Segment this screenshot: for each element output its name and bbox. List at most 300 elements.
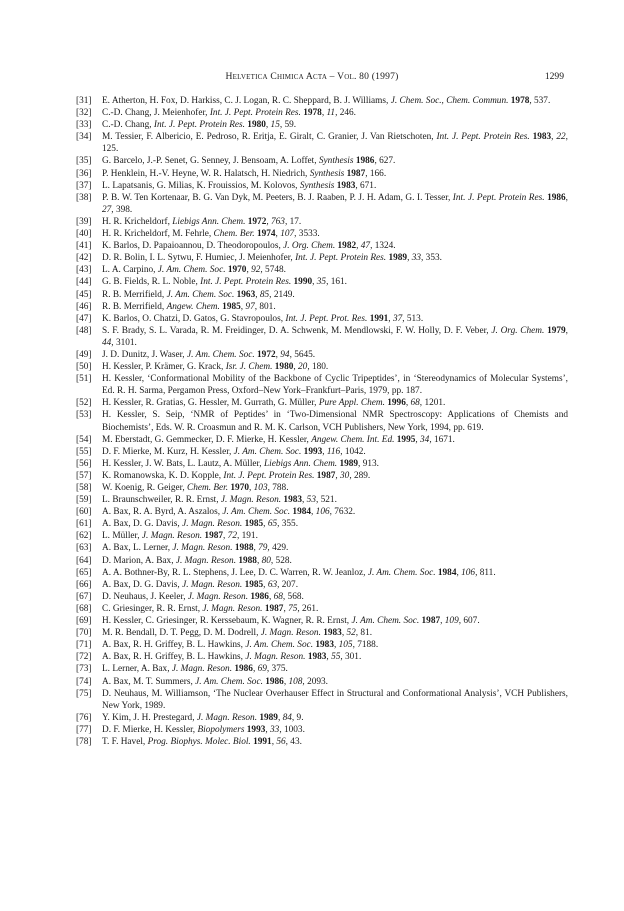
reference-item: [62] L. Müller, J. Magn. Reson. 1987, 72, 191. — [76, 531, 258, 542]
reference-pages: , 355. — [277, 519, 299, 530]
reference-number: [71] — [76, 640, 92, 651]
reference-journal: J. Am. Chem. Soc. — [351, 616, 420, 627]
reference-journal: J. Magn. Reson. — [172, 543, 233, 554]
reference-item — [76, 458, 568, 470]
reference-number: [74] — [76, 676, 92, 687]
reference-text: H. Kessler, C. Griesinger, R. Kerssebaum, K. Wagner, R. R. Ernst, — [102, 616, 352, 627]
reference-number: [36] — [76, 168, 92, 179]
reference-number: [46] — [76, 301, 92, 312]
reference-item: [57] K. Romanowska, K. D. Kopple, Int. J. Pept. Protein Res. 1987, 30, 289. — [76, 470, 371, 481]
reference-journal: J. Magn. Reson. — [220, 495, 282, 506]
reference-pages: , 1671. — [429, 434, 455, 445]
reference-text: K. Romanowska, K. D. Kopple, — [102, 470, 224, 481]
reference-pages: , 5645. — [289, 349, 316, 360]
reference-year: 1963 — [236, 289, 256, 300]
reference-pages: , 607. — [458, 616, 480, 627]
reference-text: R. B. Merrifield, — [102, 289, 167, 300]
reference-text: W. Koenig, R. Geiger, — [102, 483, 188, 493]
journal-title: Helvetica Chimica Acta – Vol. 80 (1997) — [225, 71, 399, 82]
reference-pages: , 627. — [374, 156, 396, 167]
reference-journal: Synthesis — [318, 156, 354, 167]
reference-volume: 56 — [276, 736, 286, 747]
reference-journal: J. Am. Chem. Soc. — [367, 567, 436, 578]
reference-text: A. Bax, R. H. Griffey, B. L. Hawkins, — [102, 652, 246, 663]
reference-pages: , 513. — [402, 313, 424, 324]
reference-item: [71] A. Bax, R. H. Griffey, B. L. Hawkins, J. Am. Chem. Soc. 1983, 105, 7188. — [76, 640, 379, 651]
reference-year: 1986 — [265, 676, 284, 687]
reference-volume: 107 — [280, 229, 295, 240]
reference-text: A. Bax, R. H. Griffey, B. L. Hawkins, — [102, 640, 246, 651]
reference-pages: , 811. — [475, 567, 496, 578]
reference-volume: 109 — [444, 616, 459, 627]
reference-year: 1988 — [238, 555, 257, 566]
reference-item: [49] J. D. Dunitz, J. Waser, J. Am. Chem. Soc. 1972, 94, 5645. — [76, 349, 316, 360]
reference-pages: , 398. — [111, 204, 133, 215]
reference-journal: J. Magn. Reson. — [202, 603, 263, 614]
reference-volume: 68 — [410, 398, 420, 409]
reference-pages: , 671. — [355, 180, 377, 191]
reference-number: [61] — [76, 519, 92, 530]
reference-item: [43] L. A. Carpino, J. Am. Chem. Soc. 1970, 92, 5748. — [76, 265, 286, 276]
reference-text: A. A. Bothner-By, R. L. Stephens, J. Lee, D. C. Warren, R. W. Jeanloz, — [102, 567, 368, 578]
reference-journal: J. Magn. Reson. — [182, 579, 243, 590]
reference-item: [59] L. Braunschweiler, R. R. Ernst, J. Magn. Reson. 1983, 53, 521. — [76, 495, 337, 506]
reference-number: [47] — [76, 313, 92, 324]
reference-journal: J. Am. Chem. Soc. — [166, 289, 235, 300]
reference-item: [52] H. Kessler, R. Gratias, G. Hessler, M. Gurrath, G. Müller, Pure Appl. Chem. 1996, 68, 1201. — [76, 398, 446, 409]
reference-pages: , 81. — [355, 628, 373, 639]
reference-text: K. Barlos, O. Chatzi, D. Gatos, G. Stavropoulos, — [102, 313, 286, 324]
page-number: 1299 — [544, 71, 564, 82]
reference-volume: 15 — [270, 120, 280, 131]
reference-pages: , 3101. — [111, 337, 137, 348]
reference-year: 1986 — [547, 192, 566, 203]
reference-text: E. Atherton, H. Fox, D. Harkiss, C. J. Logan, R. C. Sheppard, B. J. Williams, — [102, 96, 391, 106]
reference-number: [76] — [76, 712, 92, 723]
reference-text: K. Barlos, D. Papaioannou, D. Theodoropoulos, — [102, 241, 284, 252]
reference-pages: , 180. — [307, 362, 329, 373]
reference-text: A. Bax, M. T. Summers, — [102, 676, 196, 687]
reference-journal: Angew. Chem. Int. Ed. — [311, 434, 395, 445]
reference-year: 1995 — [396, 434, 416, 445]
reference-text: G. Barcelo, J.-P. Senet, G. Senney, J. Bensoam, A. Loffet, — [102, 156, 319, 167]
reference-number: [53] — [76, 410, 92, 421]
reference-number: [65] — [76, 567, 92, 578]
reference-item: [34] M. Tessier, F. Albericio, E. Pedroso, R. Eritja, E. Giralt, C. Granier, J. Van Rietschoten, Int. J. Pept. Protein Res. 1983, 22, 125. — [76, 132, 568, 155]
reference-journal: Pure Appl. Chem. — [318, 398, 385, 409]
reference-number: [62] — [76, 531, 92, 542]
reference-volume: 55 — [331, 652, 341, 663]
reference-volume: 763 — [271, 216, 285, 227]
reference-pages: , 788. — [267, 483, 289, 493]
reference-text: D. F. Mierke, H. Kessler, — [102, 724, 198, 735]
reference-journal: J. Magn. Reson. — [182, 519, 243, 530]
reference-year: 1987 — [204, 531, 224, 542]
reference-text: M. Eberstadt, G. Gemmecker, D. F. Mierke, H. Kessler, — [102, 434, 312, 445]
reference-volume: 80 — [261, 555, 271, 566]
reference-journal: Chem. Ber. — [187, 483, 229, 493]
reference-volume: 106 — [315, 507, 330, 518]
reference-volume: 92 — [251, 265, 261, 276]
reference-journal: J. Chem. Soc., Chem. Commun. — [390, 96, 509, 106]
reference-number: [67] — [76, 591, 92, 602]
reference-pages: , 5748. — [260, 265, 286, 276]
reference-journal: Int. J. Pept. Protein Res. — [223, 470, 315, 481]
reference-year: 1984 — [292, 507, 312, 518]
reference-item: [39] H. R. Kricheldorf, Liebigs Ann. Chem. 1972, 763, 17. — [76, 216, 302, 227]
reference-year: 1979 — [547, 325, 566, 336]
reference-journal: J. Am. Chem. Soc. — [222, 507, 291, 518]
reference-pages: , 261. — [297, 603, 319, 614]
reference-text: H. R. Kricheldorf, — [102, 216, 173, 227]
reference-text: G. B. Fields, R. L. Noble, — [102, 277, 201, 288]
reference-pages: , 353. — [421, 253, 442, 264]
reference-volume: 84 — [282, 712, 292, 723]
reference-pages: , 375. — [266, 664, 288, 675]
reference-year: 1983 — [532, 132, 552, 143]
reference-pages: , 1003. — [279, 724, 305, 735]
reference-journal: Liebigs Ann. Chem. — [263, 458, 338, 469]
reference-year: 1983 — [307, 652, 327, 663]
reference-pages: , 1324. — [370, 241, 396, 252]
reference-number: [58] — [76, 483, 92, 493]
reference-pages: , 166. — [365, 168, 387, 179]
reference-year: 1988 — [234, 543, 254, 554]
reference-journal: Int. J. Pept. Protein Res. — [153, 120, 245, 131]
reference-item — [76, 155, 568, 167]
reference-journal: Biopolymers — [197, 724, 245, 735]
reference-volume: 27 — [102, 204, 112, 215]
reference-year: 1983 — [315, 640, 334, 651]
reference-item: [33] C.-D. Chang, Int. J. Pept. Protein Res. 1980, 15, 59. — [76, 120, 297, 131]
reference-journal: J. Am. Chem. Soc. — [245, 640, 314, 651]
reference-pages: , 191. — [236, 531, 258, 542]
reference-item: [47] K. Barlos, O. Chatzi, D. Gatos, G. Stavropoulos, Int. J. Pept. Prot. Res. 1991, 37, 513. — [76, 313, 424, 324]
reference-year: 1987 — [421, 616, 441, 627]
reference-year: 1983 — [336, 180, 356, 191]
reference-journal: Int. J. Pept. Protein Res. — [295, 253, 387, 264]
reference-year: 1985 — [244, 519, 264, 530]
reference-item — [76, 168, 568, 180]
reference-pages: , 528. — [270, 555, 292, 566]
reference-volume: 69 — [257, 664, 267, 675]
reference-year: 1980 — [247, 120, 266, 131]
reference-journal: J. Magn. Reson. — [196, 712, 258, 723]
reference-journal: Isr. J. Chem. — [225, 362, 273, 373]
reference-pages: , 3533. — [294, 229, 320, 240]
reference-volume: 47 — [360, 241, 371, 252]
reference-year: 1970 — [227, 265, 247, 276]
reference-number: [68] — [76, 603, 92, 614]
reference-number: [60] — [76, 507, 92, 518]
reference-journal: Angew. Chem. — [166, 301, 220, 312]
reference-pages: , 301. — [340, 652, 362, 663]
reference-item: [48] S. F. Brady, S. L. Varada, R. M. Freidinger, D. A. Schwenk, M. Mendlowski, F. W. Holly, D. F. Veber, J. Org. Chem. 1979, 44, 3101. — [76, 325, 568, 348]
reference-item — [76, 688, 568, 712]
reference-text: L. A. Carpino, — [102, 265, 158, 276]
reference-pages: , 161. — [326, 277, 347, 288]
reference-journal: J. Magn. Reson. — [141, 531, 203, 542]
reference-year: 1989 — [259, 712, 278, 723]
reference-item: [50] H. Kessler, P. Krämer, G. Krack, Isr. J. Chem. 1980, 20, 180. — [76, 362, 329, 373]
reference-pages: , 7632. — [329, 507, 356, 518]
reference-volume: 97 — [245, 301, 255, 312]
reference-journal: J. Magn. Reson. — [187, 591, 249, 602]
reference-item — [76, 373, 568, 397]
reference-journal: Chem. Ber. — [213, 229, 255, 240]
reference-year: 1987 — [264, 603, 284, 614]
reference-text: T. F. Havel, — [102, 736, 148, 747]
reference-text: M. R. Bendall, D. T. Pegg, D. M. Dodrell, — [102, 628, 261, 639]
reference-volume: 85 — [259, 289, 270, 300]
reference-year: 1978 — [303, 108, 322, 119]
reference-year: 1991 — [369, 313, 389, 324]
reference-year: 1987 — [346, 168, 366, 179]
reference-volume: 106 — [461, 567, 476, 578]
reference-volume: 63 — [267, 579, 278, 590]
reference-journal: J. Am. Chem. Soc. — [157, 265, 226, 276]
reference-item: [32] C.-D. Chang, J. Meienhofer, Int. J. Pept. Protein Res. 1978, 11, 246. — [76, 108, 356, 119]
reference-item: [54] M. Eberstadt, G. Gemmecker, D. F. Mierke, H. Kessler, Angew. Chem. Int. Ed. 1995, 34, 1671. — [76, 434, 455, 445]
reference-item: [65] A. A. Bothner-By, R. L. Stephens, J. Lee, D. C. Warren, R. W. Jeanloz, J. Am. Chem. Soc. 1984, 106, 811. — [76, 567, 496, 578]
reference-item: [69] H. Kessler, C. Griesinger, R. Kerssebaum, K. Wagner, R. R. Ernst, J. Am. Chem. Soc. 1987, 109, 607. — [76, 616, 480, 627]
reference-number: [54] — [76, 434, 92, 445]
reference-text: S. F. Brady, S. L. Varada, R. M. Freidinger, D. A. Schwenk, M. Mendlowski, F. W. Holly, D. F. Veber, — [102, 325, 492, 336]
reference-journal: Int. J. Pept. Prot. Res. — [285, 313, 368, 324]
reference-number: [34] — [76, 132, 92, 143]
reference-journal: J. Magn. Reson. — [175, 555, 237, 566]
reference-number: [66] — [76, 579, 92, 590]
reference-text: R. B. Merrifield, — [102, 301, 167, 312]
reference-number: [49] — [76, 349, 92, 360]
reference-journal: J. Magn. Reson. — [171, 664, 233, 675]
reference-item — [76, 95, 568, 107]
reference-journal: Synthesis — [309, 168, 345, 179]
reference-number: [37] — [76, 180, 92, 191]
reference-number: [70] — [76, 628, 92, 639]
reference-item: [64] D. Marion, A. Bax, J. Magn. Reson. 1988, 80, 528. — [76, 555, 292, 566]
reference-number: [33] — [76, 120, 92, 131]
reference-text: C.-D. Chang, J. Meienhofer, — [102, 108, 210, 119]
reference-text: P. Henklein, H.-V. Heyne, W. R. Halatsch, H. Niedrich, — [102, 168, 310, 179]
reference-volume: 44 — [102, 337, 112, 348]
reference-text: D. Neuhaus, M. Williamson, ‘The Nuclear Overhauser Effect in Structural and Conformational Analysis’, VCH Publishers, New York, 1989. — [102, 688, 568, 711]
reference-item — [76, 180, 568, 192]
reference-item: [67] D. Neuhaus, J. Keeler, J. Magn. Reson. 1986, 68, 568. — [76, 591, 304, 602]
reference-journal: Synthesis — [299, 180, 335, 191]
reference-volume: 37 — [392, 313, 403, 324]
reference-journal: Int. J. Pept. Protein Res. — [200, 277, 292, 288]
reference-text: H. Kessler, S. Seip, ‘NMR of Peptides’ in ‘Two-Dimensional NMR Spectroscopy: Applications of Chemists and Biochemists’, Eds. W. R. Croasmun and R. M. K. Carlson, VCH Publishers, New York, 1994, pp. 619. — [102, 410, 568, 433]
reference-year: 1984 — [437, 567, 457, 578]
reference-volume: 20 — [298, 362, 308, 373]
reference-number: [41] — [76, 241, 92, 252]
reference-number: [43] — [76, 265, 92, 276]
reference-pages: , 289. — [349, 470, 371, 481]
reference-item: [66] A. Bax, D. G. Davis, J. Magn. Reson. 1985, 63, 207. — [76, 579, 299, 590]
reference-number: [52] — [76, 398, 92, 409]
reference-number: [45] — [76, 289, 92, 300]
reference-number: [42] — [76, 253, 92, 264]
reference-pages: , 125. — [102, 132, 568, 155]
reference-pages: , 17. — [284, 216, 302, 227]
reference-pages: , 429. — [267, 543, 289, 554]
reference-year: 1996 — [387, 398, 406, 409]
reference-item: [73] L. Lerner, A. Bax, J. Magn. Reson. 1986, 69, 375. — [76, 664, 288, 675]
reference-volume: 75 — [288, 603, 298, 614]
reference-text: H. Kessler, ‘Conformational Mobility of the Backbone of Cyclic Tripeptides’, in ‘Stereodynamics of Molecular Systems’, Ed. R. H. Sarma, Pergamon Press, Oxford–New York–Frankfurt–Paris, 1979, pp. 187. — [102, 374, 568, 397]
reference-volume: 103 — [253, 483, 268, 493]
reference-item: [41] K. Barlos, D. Papaioannou, D. Theodoropoulos, J. Org. Chem. 1982, 47, 1324. — [76, 241, 396, 252]
reference-item: [77] D. F. Mierke, H. Kessler, Biopolymers 1993, 33, 1003. — [76, 724, 305, 735]
reference-year: 1972 — [257, 349, 276, 360]
reference-year: 1970 — [230, 483, 249, 493]
reference-pages: , 521. — [315, 495, 337, 506]
reference-number: [73] — [76, 664, 92, 675]
reference-pages: , 801. — [254, 301, 276, 312]
reference-pages: , 2093. — [302, 676, 328, 687]
reference-number: [32] — [76, 108, 92, 119]
reference-journal: J. Am. Chem. Soc. — [233, 446, 302, 457]
reference-year: 1978 — [510, 96, 530, 106]
reference-text: A. Bax, D. G. Davis, — [102, 519, 183, 530]
reference-number: [78] — [76, 736, 92, 747]
reference-text: A. Bax, R. A. Byrd, A. Aszalos, — [102, 507, 223, 518]
reference-item: [38] P. B. W. Ten Kortenaar, B. G. Van Dyk, M. Peeters, B. J. Raaben, P. J. H. Adam, G. I. Tesser, Int. J. Pept. Protein Res. 1986, 27, 398. — [76, 192, 568, 215]
reference-text: P. B. W. Ten Kortenaar, B. G. Van Dyk, M. Peeters, B. J. Raaben, P. J. H. Adam, G. I. Tesser, — [102, 192, 453, 203]
reference-journal: Int. J. Pept. Protein Res. — [436, 132, 530, 143]
reference-year: 1972 — [247, 216, 267, 227]
reference-number: [38] — [76, 192, 92, 203]
reference-text: L. Lapatsanis, G. Milias, K. Frouissios, M. Kolovos, — [102, 180, 300, 191]
reference-pages: , 9. — [291, 712, 304, 723]
reference-year: 1987 — [316, 470, 336, 481]
reference-number: [50] — [76, 362, 92, 373]
reference-year: 1990 — [293, 277, 313, 288]
reference-volume: 116 — [326, 446, 341, 457]
reference-item: [68] C. Griesinger, R. R. Ernst, J. Magn. Reson. 1987, 75, 261. — [76, 603, 319, 614]
reference-item: [46] R. B. Merrifield, Angew. Chem. 1985, 97, 801. — [76, 301, 276, 312]
reference-journal: J. Org. Chem. — [491, 325, 545, 336]
reference-year: 1985 — [244, 579, 264, 590]
reference-pages: , 43. — [285, 736, 302, 747]
reference-text: A. Bax, L. Lerner, — [102, 543, 173, 554]
reference-text: C.-D. Chang, — [102, 120, 154, 131]
reference-year: 1986 — [234, 664, 253, 675]
reference-year: 1974 — [256, 229, 276, 240]
reference-item: [55] D. F. Mierke, M. Kurz, H. Kessler, J. Am. Chem. Soc. 1993, 116, 1042. — [76, 446, 366, 457]
reference-item: [60] A. Bax, R. A. Byrd, A. Aszalos, J. Am. Chem. Soc. 1984, 106, 7632. — [76, 507, 356, 518]
reference-item: [42] D. R. Bolin, I. L. Sytwu, F. Humiec, J. Meienhofer, Int. J. Pept. Protein Res. 1989, 33, 353. — [76, 253, 442, 264]
reference-number: [31] — [76, 96, 92, 106]
reference-year: 1989 — [388, 253, 408, 264]
reference-list — [76, 95, 568, 748]
reference-text: M. Tessier, F. Albericio, E. Pedroso, R. Eritja, E. Giralt, C. Granier, J. Van Rietschoten, — [102, 132, 437, 143]
reference-volume: 35 — [316, 277, 327, 288]
reference-text: H. Kessler, P. Krämer, G. Krack, — [102, 362, 226, 373]
running-head — [0, 70, 624, 84]
reference-journal: J. Am. Chem. Soc. — [195, 676, 263, 687]
reference-item: [61] A. Bax, D. G. Davis, J. Magn. Reson. 1985, 65, 355. — [76, 519, 299, 530]
reference-number: [40] — [76, 229, 92, 240]
reference-text: L. Lerner, A. Bax, — [102, 664, 172, 675]
reference-text: D. F. Mierke, M. Kurz, H. Kessler, — [102, 446, 234, 457]
reference-number: [56] — [76, 458, 92, 469]
reference-volume: 94 — [280, 349, 290, 360]
reference-volume: 79 — [258, 543, 268, 554]
reference-number: [72] — [76, 652, 92, 663]
reference-number: [51] — [76, 374, 92, 385]
reference-number: [69] — [76, 616, 92, 627]
reference-year: 1989 — [339, 458, 359, 469]
reference-number: [48] — [76, 325, 92, 336]
reference-text: J. D. Dunitz, J. Waser, — [102, 349, 187, 360]
reference-volume: 108 — [288, 676, 303, 687]
reference-volume: 22 — [556, 132, 566, 143]
reference-journal: Int. J. Pept. Protein Res. — [209, 108, 301, 119]
reference-text: D. R. Bolin, I. L. Sytwu, F. Humiec, J. Meienhofer, — [102, 253, 296, 264]
reference-year: 1983 — [323, 628, 342, 639]
reference-text: D. Marion, A. Bax, — [102, 555, 176, 566]
reference-text: C. Griesinger, R. R. Ernst, — [102, 603, 203, 614]
reference-journal: Int. J. Pept. Protein Res. — [452, 192, 545, 203]
reference-number: [63] — [76, 543, 92, 554]
reference-number: [77] — [76, 724, 92, 735]
reference-year: 1980 — [274, 362, 294, 373]
reference-item: [72] A. Bax, R. H. Griffey, B. L. Hawkins, J. Magn. Reson. 1983, 55, 301. — [76, 652, 362, 663]
reference-number: [57] — [76, 470, 92, 481]
reference-text: H. Kessler, R. Gratias, G. Hessler, M. Gurrath, G. Müller, — [102, 398, 319, 409]
reference-year: 1993 — [246, 724, 266, 735]
reference-text: L. Müller, — [102, 531, 142, 542]
reference-pages: , 2149. — [269, 289, 295, 300]
reference-journal: J. Am. Chem. Soc. — [186, 349, 255, 360]
reference-year: 1985 — [222, 301, 241, 312]
reference-pages: , 1201. — [419, 398, 446, 409]
reference-pages: , 1042. — [340, 446, 366, 457]
reference-pages: , 207. — [277, 579, 299, 590]
reference-number: [39] — [76, 216, 92, 227]
reference-volume: 105 — [338, 640, 353, 651]
reference-volume: 52 — [346, 628, 356, 639]
reference-text: L. Braunschweiler, R. R. Ernst, — [102, 495, 221, 506]
reference-volume: 33 — [270, 724, 280, 735]
reference-volume: 68 — [273, 591, 283, 602]
reference-text: D. Neuhaus, J. Keeler, — [102, 591, 188, 602]
reference-number: [64] — [76, 555, 92, 566]
reference-journal: Liebigs Ann. Chem. — [172, 216, 246, 227]
reference-item: [45] R. B. Merrifield, J. Am. Chem. Soc. 1963, 85, 2149. — [76, 289, 295, 300]
reference-number: [75] — [76, 688, 92, 699]
reference-year: 1986 — [250, 591, 269, 602]
reference-journal: J. Org. Chem. — [283, 241, 336, 252]
reference-volume: 53 — [306, 495, 316, 506]
reference-item: [78] T. F. Havel, Prog. Biophys. Molec. Biol. 1991, 56, 43. — [76, 736, 302, 747]
reference-year: 1993 — [303, 446, 323, 457]
reference-pages: , 7188. — [352, 640, 379, 651]
reference-item: [40] H. R. Kricheldorf, M. Fehrle, Chem. Ber. 1974, 107, 3533. — [76, 229, 320, 240]
reference-volume: 30 — [340, 470, 350, 481]
reference-journal: Prog. Biophys. Molec. Biol. — [147, 736, 251, 747]
reference-pages: , 913. — [358, 458, 379, 469]
reference-year: 1982 — [337, 241, 357, 252]
reference-text: H. Kessler, J. W. Bats, L. Lautz, A. Müller, — [102, 458, 264, 469]
reference-volume: 33 — [411, 253, 422, 264]
reference-year: 1991 — [253, 736, 272, 747]
reference-text: Y. Kim, J. H. Prestegard, — [102, 712, 197, 723]
reference-year: 1983 — [283, 495, 303, 506]
reference-item: [63] A. Bax, L. Lerner, J. Magn. Reson. 1988, 79, 429. — [76, 543, 289, 554]
